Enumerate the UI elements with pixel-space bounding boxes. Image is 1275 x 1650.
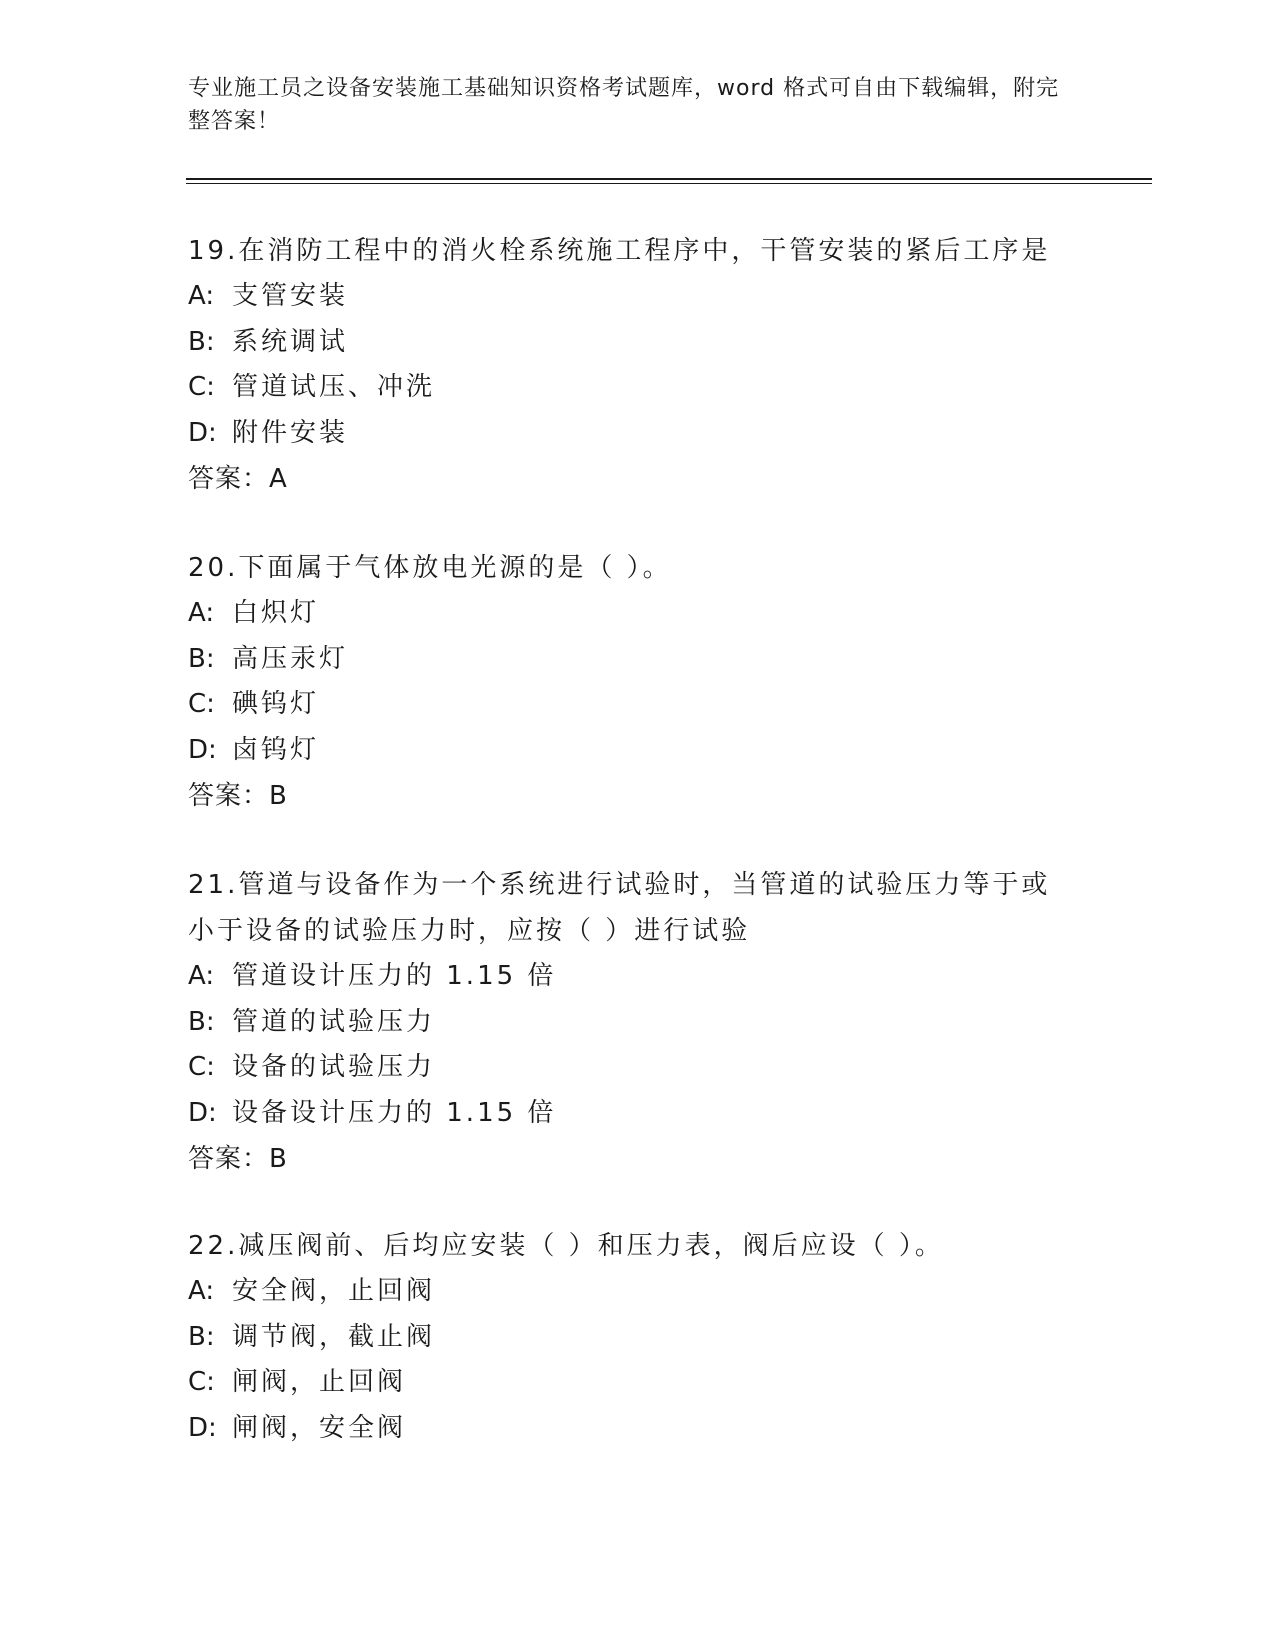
option-letter: B: bbox=[188, 326, 215, 357]
option-text: 管道试压、冲洗 bbox=[232, 372, 436, 402]
option-letter: D: bbox=[188, 1412, 217, 1443]
question-stem: 22.减压阀前、后均应安装（ ）和压力表，阀后应设（ ）。 bbox=[188, 1231, 944, 1261]
option-letter: C: bbox=[188, 689, 215, 719]
option-letter: A: bbox=[188, 961, 215, 991]
option-text: 调节阀，截止阀 bbox=[232, 1321, 436, 1352]
question-21 bbox=[188, 862, 1088, 1182]
question-20 bbox=[188, 545, 1088, 819]
option-text: 设备的试验压力 bbox=[232, 1052, 436, 1082]
option-text: 支管安装 bbox=[232, 281, 349, 311]
option-letter: D: bbox=[188, 417, 217, 448]
question-stem: 21.管道与设备作为一个系统进行试验时，当管道的试验压力等于或小于设备的试验压力时，应按（ ）进行试验 bbox=[188, 870, 1051, 946]
question-22 bbox=[188, 1223, 1088, 1451]
option-c bbox=[188, 1045, 1088, 1091]
document-header: 专业施工员之设备安装施工基础知识资格考试题库，word 格式可自由下载编辑，附完整答案！ bbox=[188, 76, 1060, 134]
option-a bbox=[188, 591, 1088, 637]
option-a bbox=[188, 274, 1088, 320]
option-a bbox=[188, 1269, 1088, 1315]
option-letter: B: bbox=[188, 643, 215, 674]
option-text: 高压汞灯 bbox=[232, 643, 349, 674]
answer-line: 答案：A bbox=[188, 464, 288, 494]
option-text: 卤钨灯 bbox=[232, 734, 320, 765]
option-text: 白炽灯 bbox=[232, 598, 320, 628]
option-text: 管道的试验压力 bbox=[232, 1006, 436, 1037]
question-stem: 19.在消防工程中的消火栓系统施工程序中，干管安装的紧后工序是 bbox=[188, 236, 1051, 266]
option-letter: D: bbox=[188, 734, 217, 765]
option-a bbox=[188, 954, 1088, 1000]
option-text: 闸阀，止回阀 bbox=[232, 1367, 407, 1397]
question-19 bbox=[188, 228, 1088, 502]
option-letter: B: bbox=[188, 1006, 215, 1037]
answer-line: 答案：B bbox=[188, 1144, 288, 1174]
option-text: 设备设计压力的 1.15 倍 bbox=[232, 1097, 557, 1128]
option-b bbox=[188, 1315, 1088, 1361]
option-letter: A: bbox=[188, 598, 215, 628]
header-divider-thick bbox=[186, 178, 1152, 180]
option-c bbox=[188, 682, 1088, 728]
option-c bbox=[188, 365, 1088, 411]
option-text: 安全阀，止回阀 bbox=[232, 1276, 436, 1306]
option-c bbox=[188, 1360, 1088, 1406]
option-letter: C: bbox=[188, 1367, 215, 1397]
option-b bbox=[188, 1000, 1088, 1046]
option-d bbox=[188, 1091, 1088, 1137]
option-text: 附件安装 bbox=[232, 417, 349, 448]
option-text: 碘钨灯 bbox=[232, 689, 320, 719]
option-d bbox=[188, 1406, 1088, 1452]
option-b bbox=[188, 320, 1088, 366]
option-text: 管道设计压力的 1.15 倍 bbox=[232, 961, 557, 991]
option-text: 系统调试 bbox=[232, 326, 349, 357]
option-letter: A: bbox=[188, 281, 215, 311]
option-letter: C: bbox=[188, 1052, 215, 1082]
option-letter: C: bbox=[188, 372, 215, 402]
header-divider-thin bbox=[186, 183, 1152, 184]
question-stem: 20.下面属于气体放电光源的是（ ）。 bbox=[188, 553, 672, 583]
answer-line: 答案：B bbox=[188, 781, 288, 811]
option-letter: D: bbox=[188, 1097, 217, 1128]
option-d bbox=[188, 411, 1088, 457]
option-b bbox=[188, 637, 1088, 683]
option-letter: A: bbox=[188, 1276, 215, 1306]
option-letter: B: bbox=[188, 1321, 215, 1352]
option-d bbox=[188, 728, 1088, 774]
option-text: 闸阀，安全阀 bbox=[232, 1412, 407, 1443]
